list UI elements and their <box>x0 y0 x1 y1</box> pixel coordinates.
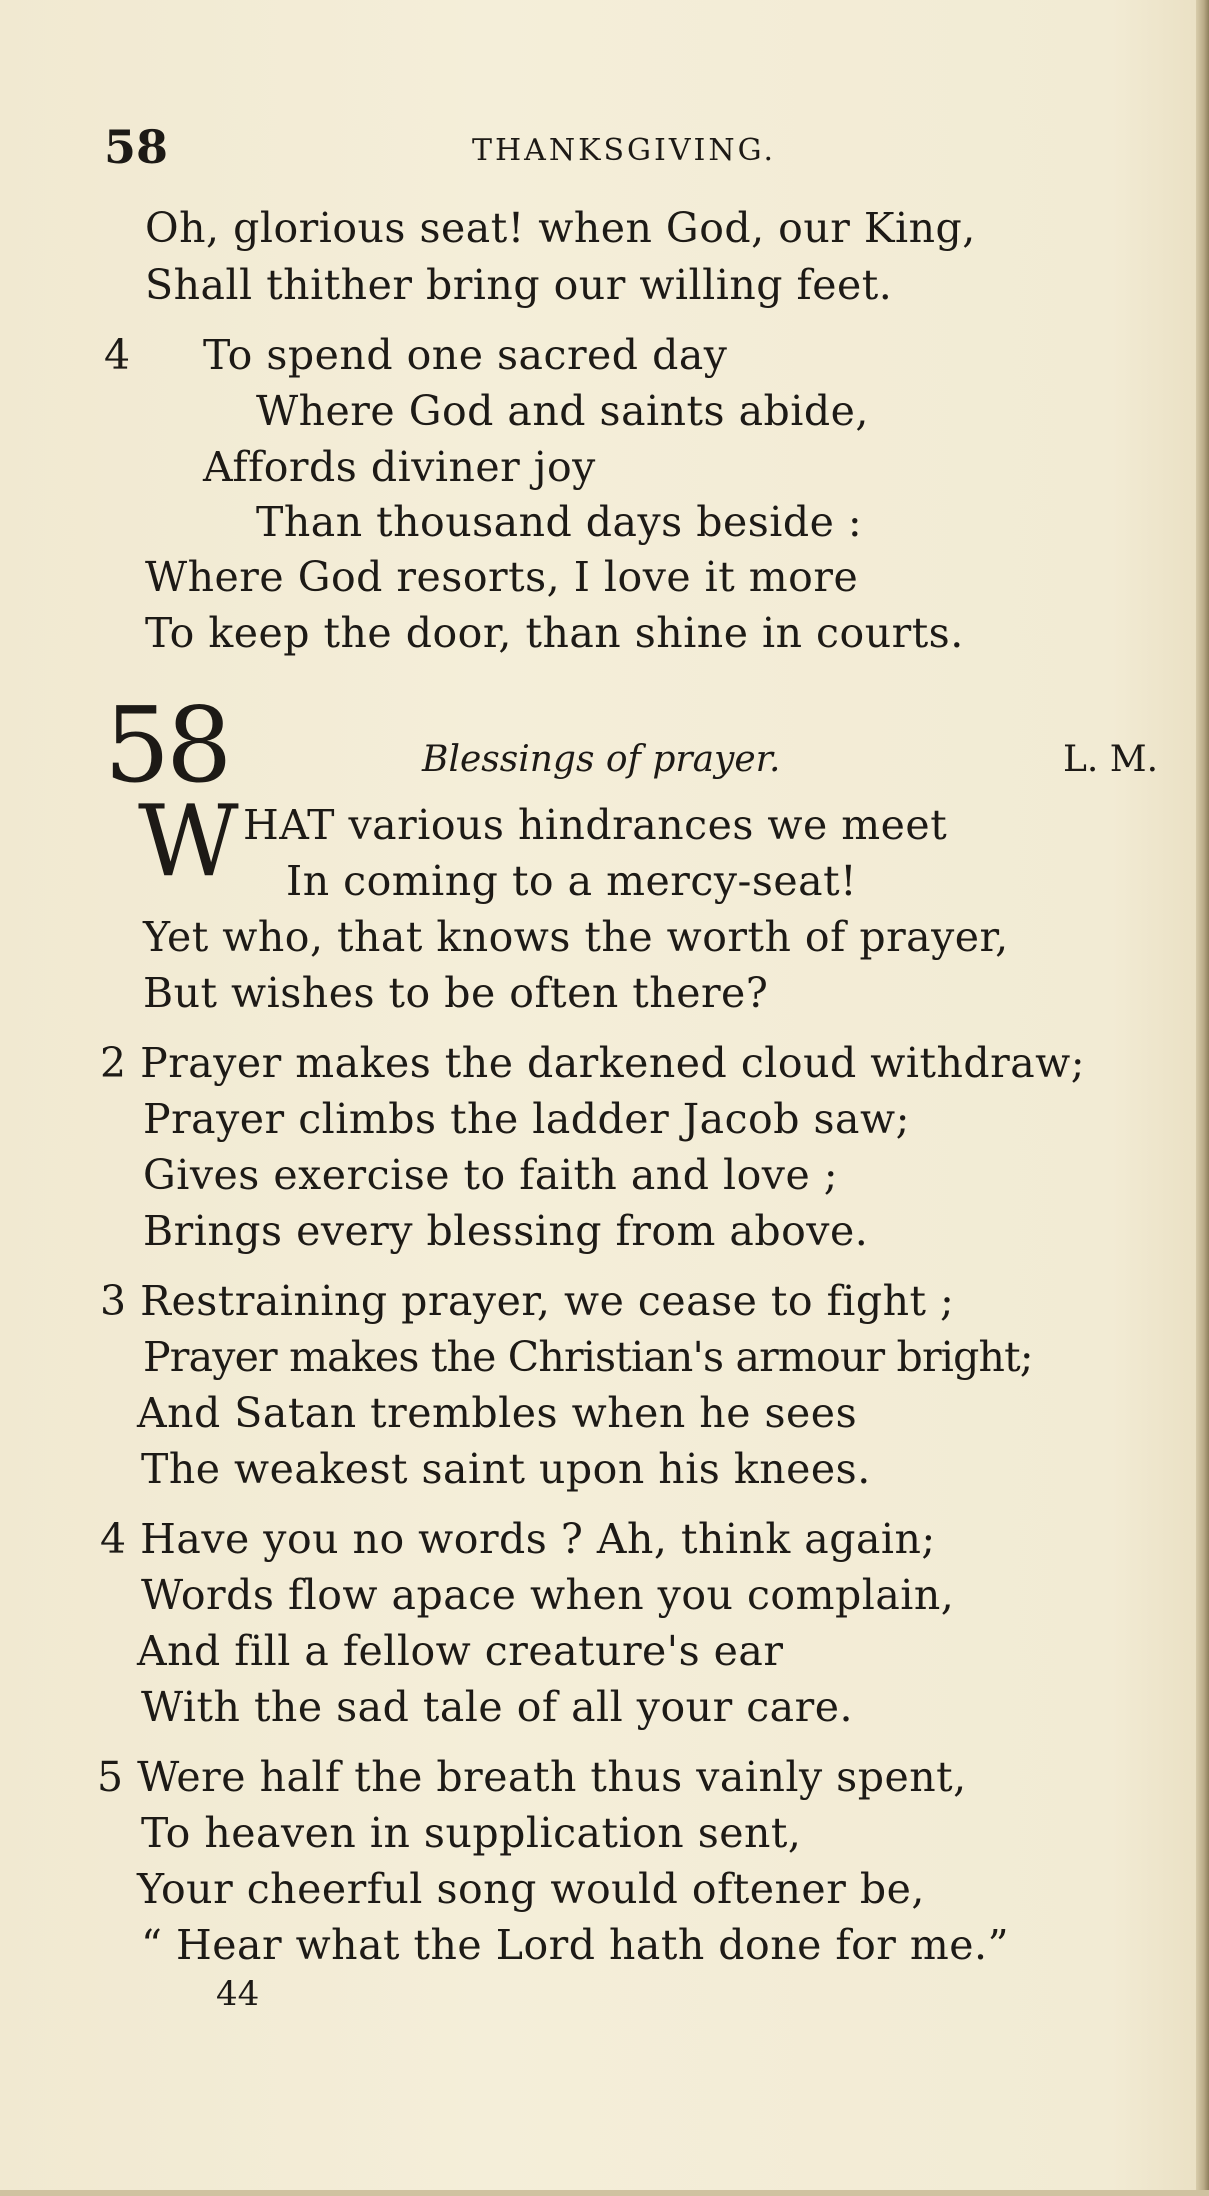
verse-line: Your cheerful song would oftener be, <box>137 1865 925 1913</box>
verse-line: But wishes to be often there? <box>143 969 769 1017</box>
page-bottom-edge <box>0 2190 1209 2196</box>
verse-line: Prayer climbs the ladder Jacob saw; <box>143 1095 910 1143</box>
verse-line: With the sad tale of all your care. <box>141 1683 853 1731</box>
verse-line: HAT various hindrances we meet <box>243 801 948 849</box>
verse-line: And fill a fellow creature's ear <box>137 1627 784 1675</box>
verse-line: Affords diviner joy <box>203 443 596 491</box>
verse-line: Where God resorts, I love it more <box>145 553 859 601</box>
signature-mark: 44 <box>216 1974 260 2014</box>
verse-line: To heaven in supplication sent, <box>141 1809 802 1857</box>
verse-line: Where God and saints abide, <box>256 387 869 435</box>
hymn-title: Blessings of prayer. <box>422 739 781 780</box>
verse-line: And Satan trembles when he sees <box>137 1389 858 1437</box>
verse-line: Shall thither bring our willing feet. <box>145 261 893 309</box>
verse-line: Prayer makes the Christian's armour bright; <box>143 1333 1033 1381</box>
verse-line: Than thousand days beside : <box>256 498 863 546</box>
drop-cap: W <box>138 785 239 899</box>
verse-line: Brings every blessing from above. <box>143 1207 869 1255</box>
verse-line: Words flow apace when you complain, <box>141 1571 955 1619</box>
verse-line: Yet who, that knows the worth of prayer, <box>143 913 1009 961</box>
running-head: THANKSGIVING. <box>472 133 777 168</box>
verse-line: To spend one sacred day <box>203 331 728 379</box>
verse-line: 3 Restraining prayer, we cease to fight ; <box>100 1277 955 1325</box>
verse-line: Oh, glorious seat! when God, our King, <box>145 204 976 252</box>
verse-line: Gives exercise to faith and love ; <box>143 1151 839 1199</box>
verse-line: 2 Prayer makes the darkened cloud withdraw; <box>100 1039 1086 1087</box>
hymn-number: 58 <box>104 684 229 806</box>
verse-line: To keep the door, than shine in courts. <box>145 609 964 657</box>
page-number: 58 <box>104 120 169 174</box>
page-edge <box>1196 0 1209 2196</box>
verse-line: In coming to a mercy-seat! <box>286 857 858 905</box>
verse-line: 4 Have you no words ? Ah, think again; <box>100 1515 936 1563</box>
stanza-number: 4 <box>104 331 131 379</box>
verse-line: 5 Were half the breath thus vainly spent, <box>97 1753 967 1801</box>
hymn-meter: L. M. <box>1063 739 1159 780</box>
verse-line: “ Hear what the Lord hath done for me.” <box>141 1921 1010 1969</box>
verse-line: The weakest saint upon his knees. <box>141 1445 871 1493</box>
